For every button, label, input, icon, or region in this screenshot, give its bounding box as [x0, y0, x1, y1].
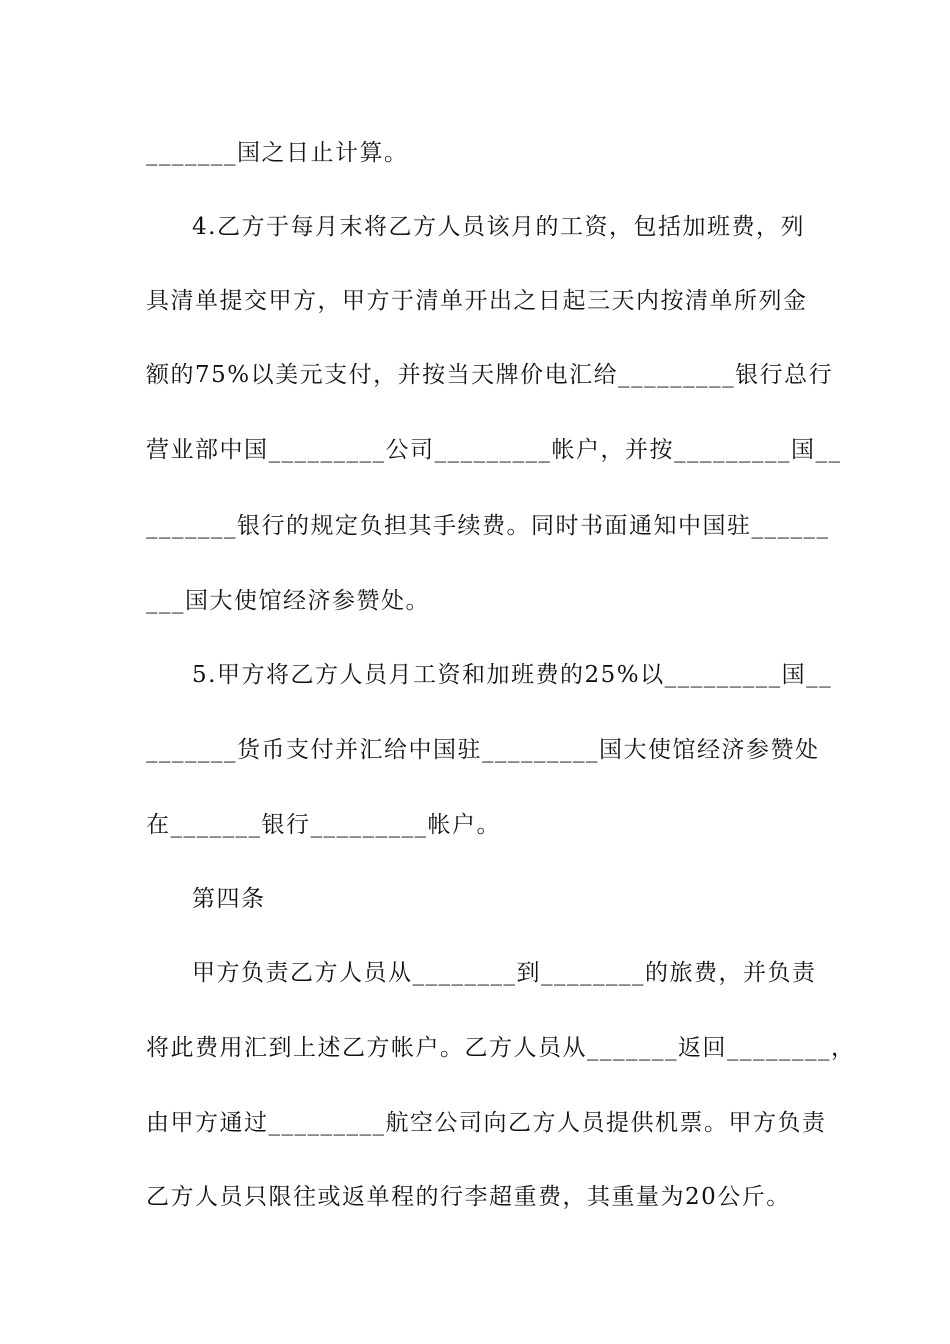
text-line: 在_______银行_________帐户。	[146, 812, 501, 838]
text-line: _______货币支付并汇给中国驻_________国大使馆经济参赞处	[146, 737, 820, 763]
paragraph-item-5: 5.甲方将乙方人员月工资和加班费的25%以_________国__	[192, 662, 833, 688]
text-line: 将此费用汇到上述乙方帐户。乙方人员从_______返回________，	[146, 1035, 856, 1061]
text-line: ___国大使馆经济参赞处。	[146, 588, 430, 614]
article-heading: 第四条	[192, 886, 266, 912]
text-line: 营业部中国_________公司_________帐户，并按_________国__	[146, 437, 842, 463]
paragraph-article-4: 甲方负责乙方人员从________到________的旅费，并负责	[192, 960, 817, 986]
text-line: 具清单提交甲方，甲方于清单开出之日起三天内按清单所列金	[146, 288, 808, 314]
paragraph-item-4: 4.乙方于每月末将乙方人员该月的工资，包括加班费，列	[192, 214, 805, 240]
text-line: _______国之日止计算。	[146, 140, 409, 166]
text-line: 乙方人员只限往或返单程的行李超重费，其重量为20公斤。	[146, 1184, 791, 1210]
text-line: 额的75%以美元支付，并按当天牌价电汇给_________银行总行	[146, 362, 834, 388]
text-line: _______银行的规定负担其手续费。同时书面通知中国驻______	[146, 513, 830, 539]
text-line: 由甲方通过_________航空公司向乙方人员提供机票。甲方负责	[146, 1110, 827, 1136]
